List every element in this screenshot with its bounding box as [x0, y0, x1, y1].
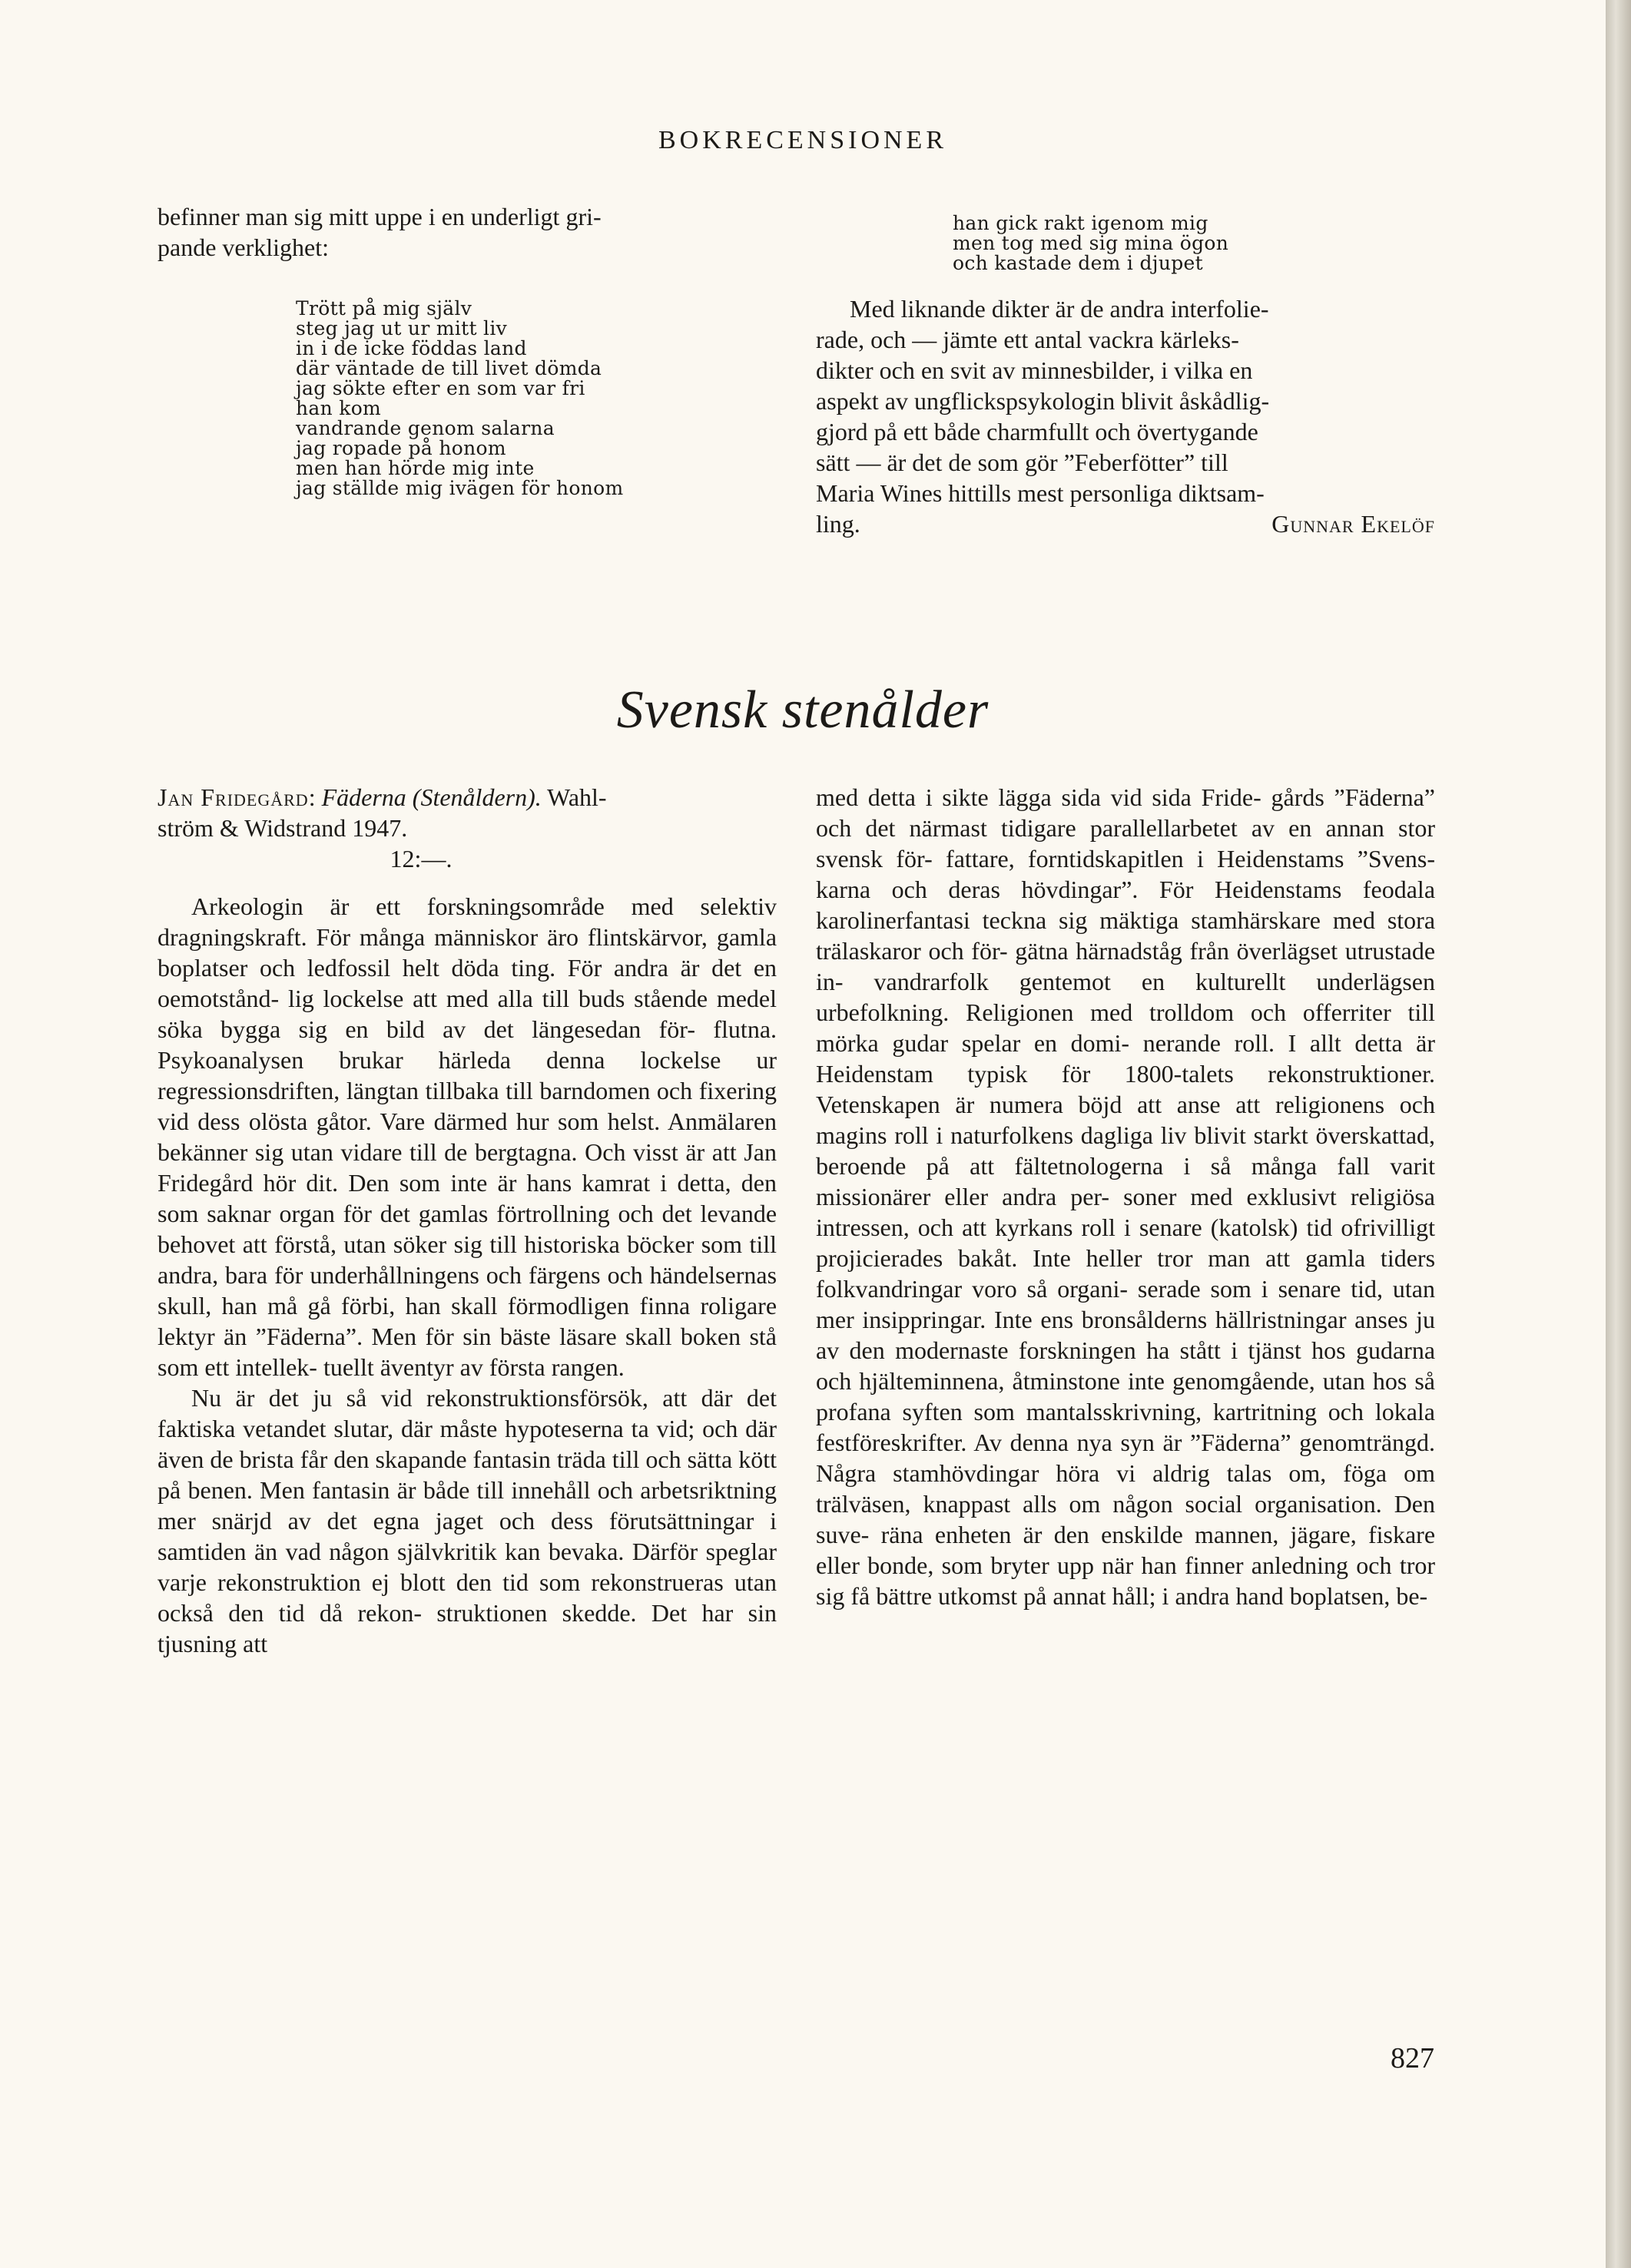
text-line: roll i naturfolkens dagliga liv blivit starkt: [894, 1121, 1308, 1149]
text-line: som rekonstrueras utan också den tid då rekon-: [157, 1568, 777, 1627]
text-line: offerriter till mörka gudar spelar en domi-: [816, 998, 1435, 1057]
text-line: fiskare eller bonde, som bryter upp när han: [816, 1521, 1436, 1579]
text-line: aspekt av ungflickspsykologin blivit åskådlig-: [816, 387, 1270, 415]
text-line: festföreskrifter. Av denna nya syn är ”Fäderna”: [816, 1429, 1291, 1456]
text-line: Inte ens bronsålderns hällristningar anses ju: [993, 1306, 1436, 1333]
text-line: karna och deras hövdingar”. För Heidenstams: [816, 876, 1342, 903]
text-line: numera böjd att anse att religionens och magins: [816, 1091, 1436, 1149]
book-price: 12:—.: [390, 845, 453, 872]
bibliographic-entry: [157, 782, 777, 874]
body-paragraph: [816, 782, 1435, 1611]
text-line: för 1800-talets rekonstruktioner. Vetenskapen är: [816, 1060, 1435, 1118]
text-line: soner med exklusivt religiösa intressen, och att: [816, 1183, 1435, 1241]
body-paragraph: [157, 891, 777, 1382]
text-line: gätna härnadståg från överlägset utrustade in-: [816, 937, 1436, 995]
text-line: till barndomen och fixering vid dess olösta: [157, 1077, 777, 1135]
reviewer-signature: Gunnar Ekelöf: [1271, 510, 1435, 538]
text-line: som mantalsskrivning, kartritning och lokala: [973, 1398, 1436, 1425]
text-line: aldrig talas om, föga om trälväsen, knappast: [816, 1459, 1436, 1518]
poem-line: Trött på mig själv: [296, 297, 472, 320]
text-line: feodala karolinerfantasi teckna sig mäktiga: [816, 876, 1436, 934]
text-line: finner anledning och tror sig få bättre utkomst: [816, 1551, 1436, 1610]
poem-line: men han hörde mig inte: [296, 457, 535, 479]
book-title: Fäderna (Stenåldern).: [321, 783, 542, 811]
text-line: ling.: [816, 510, 860, 538]
poem-line: jag sökte efter en som var fri: [296, 377, 585, 399]
text-line: bekänner sig utan vidare till de bergtagna.: [157, 1138, 578, 1166]
review-title: Svensk stenålder: [616, 680, 990, 740]
text-line: projicierades bakåt. Inte heller tror man att: [816, 1244, 1291, 1272]
text-line: som inte är hans kamrat i detta, den som: [157, 1169, 777, 1227]
book-author: Jan Fridegård: [157, 783, 309, 811]
poem-excerpt: [296, 299, 777, 498]
text-line: struktionen skedde. Det har sin tjusning att: [157, 1599, 777, 1657]
text-line: saknar organ för det gamlas förtrollning och: [207, 1200, 654, 1227]
text-line: hos gudarna och hjälteminnena, åtminstone: [816, 1336, 1436, 1395]
text-line: speglar varje rekonstruktion ej blott den tid: [157, 1538, 777, 1596]
poem-line: jag ställde mig ivägen för honom: [296, 477, 624, 499]
bib-separator: :: [308, 783, 316, 811]
text-line: överskattad, beroende på att fältetnologerna i: [816, 1121, 1436, 1180]
text-line: vad någon självkritik kan bevaka. Därför: [285, 1538, 698, 1565]
text-line: vandrarfolk gentemot en kulturellt underlägsen: [874, 968, 1436, 995]
text-line: sätt — är det de som gör ”Feberfötter” till: [816, 449, 1228, 476]
text-line: genomträngd. Några stamhövdingar höra vi: [816, 1429, 1436, 1487]
running-head: BOKRECENSIONER: [658, 126, 948, 154]
poem-intro: [157, 201, 777, 263]
poem-excerpt-continued: [953, 214, 1435, 273]
text-line: gjord på ett både charmfullt och övertygande: [816, 418, 1258, 445]
body-paragraph: [157, 1382, 777, 1659]
text-line: jaget och dess förutsättningar i samtiden än: [157, 1507, 777, 1565]
text-line: på benen. Men fantasin är både till innehåll: [157, 1476, 591, 1504]
page-number: 827: [1391, 2042, 1434, 2074]
text-line: lockelse ur regressionsdriften, längtan tillbaka: [157, 1046, 777, 1104]
text-line: hypoteserna ta vid; och där även de brista får: [157, 1415, 777, 1473]
text-line: underhållningens och färgens och händelsernas: [310, 1261, 777, 1289]
poem-line: där väntade de till livet dömda: [296, 357, 602, 379]
previous-review-right-column: [816, 214, 1435, 539]
text-line: fattare, forntidskapitlen i Heidenstams ”Svens-: [946, 845, 1436, 872]
text-line: gåtor. Vare därmed hur som helst. Anmälaren: [316, 1108, 777, 1135]
text-line: tuellt äventyr av första rangen.: [323, 1353, 625, 1381]
text-line: parallellarbetet av en annan stor svensk för-: [816, 814, 1436, 872]
text-line: serade som i senare tid, utan mer insippringar.: [816, 1275, 1435, 1333]
text-line: Och visst är att Jan Fridegård hör dit. Den: [157, 1138, 777, 1197]
text-line: söka bygga sig en bild av det längesedan för-: [157, 1015, 695, 1043]
poem-line: han gick rakt igenom mig: [953, 212, 1208, 234]
text-line: gamla tiders folkvandringar voro så organi-: [816, 1244, 1436, 1303]
text-line: Nu är det ju så vid rekonstruktionsförsök,: [191, 1384, 648, 1412]
text-line: gårds ”Fäderna” och det närmast tidigare: [816, 783, 1436, 842]
poem-line: jag ropade på honom: [296, 437, 506, 459]
text-line: och arbetsriktning mer snärjd av det egna: [157, 1476, 777, 1535]
text-line: med detta i sikte lägga sida vid sida Fride-: [816, 783, 1261, 811]
text-line: sin bäste läsare skall boken stå som ett intellek-: [157, 1323, 777, 1381]
text-line: nerande roll. I allt detta är Heidenstam typisk: [816, 1029, 1436, 1088]
text-line: inte genomgående, utan hos så profana syften: [816, 1367, 1435, 1425]
review-left-column: [157, 782, 777, 1659]
text-line: lig lockelse att med alla till buds stående medel: [287, 985, 777, 1012]
review-right-column: [816, 782, 1435, 1611]
publisher: Wahl-: [547, 783, 607, 811]
text-line: så många fall varit missionärer eller andra per-: [816, 1152, 1436, 1210]
page-edge: [1606, 0, 1631, 2268]
text-line: kyrkans roll i senare (katolsk) tid ofrivilligt: [995, 1213, 1436, 1241]
publisher: ström & Widstrand 1947.: [157, 814, 408, 842]
poem-line: han kom: [296, 397, 382, 419]
poem-line: vandrande genom salarna: [296, 417, 555, 439]
text-line: att där det faktiska vetandet slutar, där måste: [157, 1384, 777, 1442]
poem-line: och kastade dem i djupet: [953, 252, 1203, 274]
closing-paragraph: [816, 293, 1435, 539]
poem-line: steg jag ut ur mitt liv: [296, 317, 508, 339]
text-line: dikter och en svit av minnesbilder, i vilka en: [816, 356, 1253, 384]
previous-review-left-column: [157, 201, 777, 498]
text-line: äro flintskärvor, gamla boplatser och ledfossil: [157, 923, 777, 982]
text-line: Maria Wines hittills mest personliga diktsam-: [816, 479, 1265, 507]
text-line: skull, han må gå förbi, han skall förmodligen: [157, 1292, 630, 1319]
text-line: finna roligare lektyr än ”Fäderna”. Men för: [157, 1292, 777, 1350]
text-line: räna enheten är den enskilde mannen, jägare,: [880, 1521, 1357, 1548]
poem-line: in i de icke föddas land: [296, 337, 527, 359]
text-line: rade, och — jämte ett antal vackra kärleks-: [816, 326, 1239, 353]
text-line: selektiv dragningskraft. För många människor: [157, 892, 777, 951]
text-line: alls om någon social organisation. Den suve-: [816, 1490, 1436, 1548]
text-line: urbefolkning. Religionen med trolldom och: [816, 998, 1287, 1026]
text-line: flutna. Psykoanalysen brukar härleda denna: [157, 1015, 777, 1074]
text-line: till historiska böcker som till andra, bara för: [157, 1230, 777, 1289]
text-line: på annat håll; i andra hand boplatsen, be-: [1023, 1582, 1428, 1610]
text-line: det levande behovet att förstå, utan söker sig: [157, 1200, 777, 1258]
text-line: Arkeologin är ett forskningsområde med: [191, 892, 674, 920]
text-line: av den modernaste forskningen ha stått i tjänst: [816, 1336, 1301, 1364]
text-line: den skapande fantasin träda till och sätta kött: [333, 1445, 777, 1473]
text-line: pande verklighet:: [157, 233, 330, 261]
poem-line: men tog med sig mina ögon: [953, 232, 1229, 254]
text-line: Med liknande dikter är de andra interfolie-: [850, 295, 1269, 323]
text-line: befinner man sig mitt uppe i en underligt gri-: [157, 203, 602, 230]
text-line: helt döda ting. För andra är det en oemotstånd-: [157, 954, 777, 1012]
text-line: stamhärskare med stora trälaskaror och för-: [816, 906, 1436, 965]
